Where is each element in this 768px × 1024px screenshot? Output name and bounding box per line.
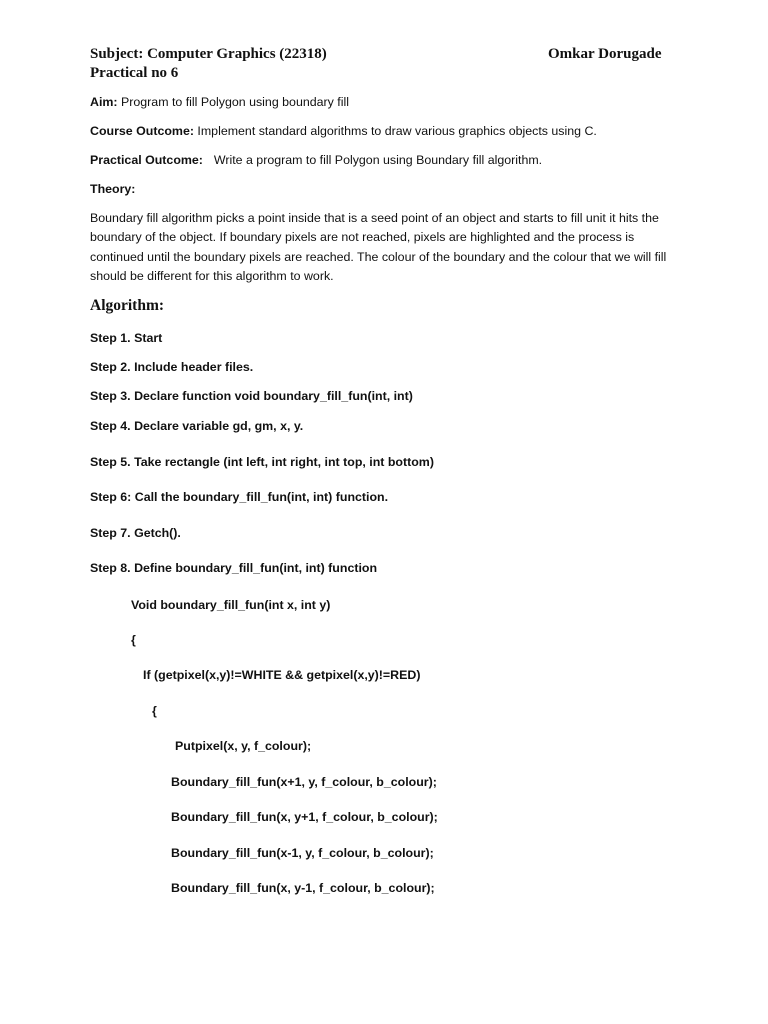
author-name: Omkar Dorugade	[548, 46, 662, 62]
subject-title: Subject: Computer Graphics (22318)	[90, 46, 327, 62]
code-line: Void boundary_fill_fun(int x, int y)	[131, 598, 331, 612]
course-outcome-line	[90, 124, 597, 139]
aim-line	[90, 95, 349, 110]
theory-heading: Theory:	[90, 182, 136, 196]
course-outcome-label: Course Outcome:	[90, 124, 194, 138]
aim-text: Program to fill Polygon using boundary fill	[121, 95, 349, 109]
practical-number: Practical no 6	[90, 65, 179, 81]
algorithm-step: Step 3. Declare function void boundary_fill_fun(int, int)	[90, 389, 413, 403]
code-line: {	[131, 633, 136, 647]
algorithm-step: Step 4. Declare variable gd, gm, x, y.	[90, 419, 304, 433]
code-line: Boundary_fill_fun(x, y+1, f_colour, b_colour);	[171, 810, 438, 824]
code-line: If (getpixel(x,y)!=WHITE && getpixel(x,y)!=RED)	[143, 668, 421, 682]
algorithm-step: Step 6: Call the boundary_fill_fun(int, int) function.	[90, 490, 389, 504]
code-line: Putpixel(x, y, f_colour);	[175, 739, 312, 753]
algorithm-step: Step 7. Getch().	[90, 526, 181, 540]
practical-outcome-text: Write a program to fill Polygon using Boundary fill algorithm.	[213, 153, 543, 167]
practical-outcome-line	[90, 153, 542, 168]
course-outcome-text: Implement standard algorithms to draw various graphics objects using C.	[197, 124, 597, 138]
algorithm-step: Step 5. Take rectangle (int left, int right, int top, int bottom)	[90, 455, 434, 469]
code-line: {	[152, 704, 157, 718]
algorithm-step: Step 1. Start	[90, 331, 163, 345]
theory-paragraph: Boundary fill algorithm picks a point inside that is a seed point of an object and starts to fill unit it hits the boundary of the object. If boundary pixels are not reached, pixels are highlighted and the process is continued until the boundary pixels are reached. The colour of the boundary and the colour that we will fill should be different for this algorithm to work.	[90, 211, 667, 283]
code-line: Boundary_fill_fun(x-1, y, f_colour, b_colour);	[171, 846, 434, 860]
algorithm-step: Step 2. Include header files.	[90, 360, 254, 374]
code-line: Boundary_fill_fun(x, y-1, f_colour, b_colour);	[171, 881, 435, 895]
code-line: Boundary_fill_fun(x+1, y, f_colour, b_colour);	[171, 775, 437, 789]
algorithm-step: Step 8. Define boundary_fill_fun(int, int) function	[90, 561, 378, 575]
practical-outcome-label: Practical Outcome:	[90, 153, 203, 167]
aim-label: Aim:	[90, 95, 118, 109]
algorithm-heading: Algorithm:	[90, 297, 165, 314]
